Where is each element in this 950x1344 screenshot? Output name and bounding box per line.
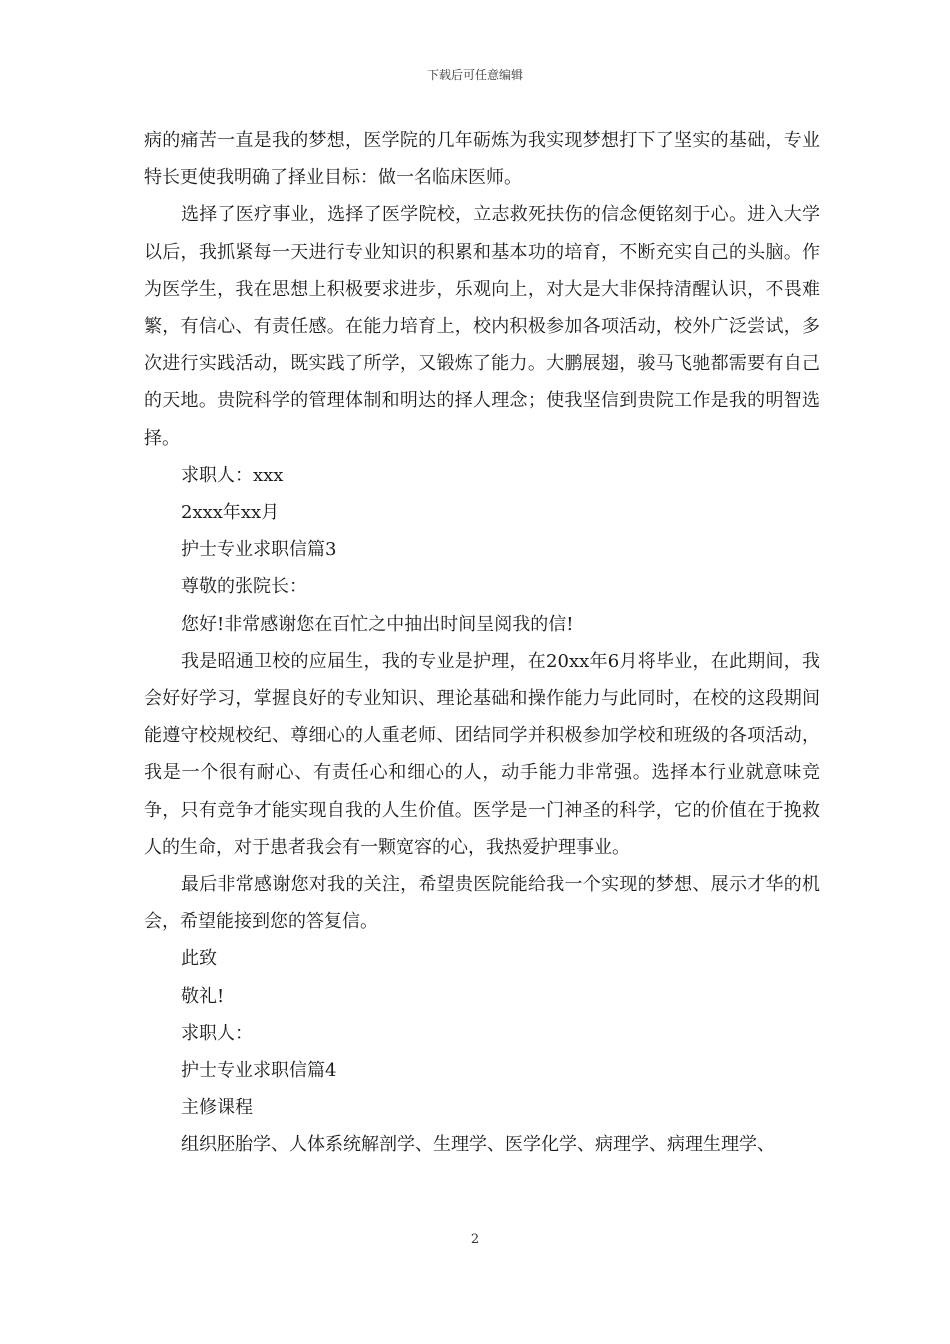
closing-line: 敬礼! (181, 985, 225, 1007)
paragraph: 选择了医疗事业，选择了医学院校，立志救死扶伤的信念便铭刻于心。进入大学以后，我抓紧每一天进行专业知识的积累和基本功的培育，不断充实自己的头脑。作为医学生，我在思想上积极要求进步，乐观向上，对大是大非保持清醒认识，不畏难繁，有信心、有责任感。在能力培育上，校内积极参加各项活动，校外广泛尝试，多次进行实践活动，既实践了所学，又锻炼了能力。大鹏展翅，骏马飞驰都需要有自己的天地。贵院科学的管理体制和明达的择人理念；使我坚信到贵院工作是我的明智选择。 (144, 204, 820, 449)
salutation: 尊敬的张院长： (181, 576, 307, 598)
closing-line: 此致 (181, 948, 217, 970)
signature-line: 求职人： (181, 1022, 253, 1044)
page-number: 2 (470, 1232, 480, 1247)
greeting: 您好!非常感谢您在百忙之中抽出时间呈阅我的信! (181, 613, 574, 635)
section-title: 护士专业求职信篇4 (181, 1060, 337, 1082)
subsection-title: 主修课程 (181, 1097, 253, 1119)
document-body (144, 122, 820, 1164)
section-title: 护士专业求职信篇3 (181, 539, 337, 561)
page-header: 下载后可任意编辑 (426, 68, 523, 82)
date-line: 2xxx年xx月 (181, 502, 280, 524)
signature-line: 求职人：xxx (181, 464, 284, 486)
paragraph: 病的痛苦一直是我的梦想，医学院的几年砺炼为我实现梦想打下了坚实的基础，专业特长更使我明确了择业目标：做一名临床医师。 (144, 130, 820, 189)
paragraph: 我是昭通卫校的应届生，我的专业是护理，在20xx年6月将毕业，在此期间，我会好好学习，掌握良好的专业知识、理论基础和操作能力与此同时，在校的这段期间能遵守校规校纪、尊细心的人重老师、团结同学并积极参加学校和班级的各项活动，我是一个很有耐心、有责任心和细心的人，动手能力非常强。选择本行业就意味竞争，只有竞争才能实现自我的人生价值。医学是一门神圣的科学，它的价值在于挽救人的生命，对于患者我会有一颗宽容的心，我热爱护理事业。 (144, 650, 820, 858)
paragraph: 最后非常感谢您对我的关注，希望贵医院能给我一个实现的梦想、展示才华的机会，希望能接到您的答复信。 (144, 874, 820, 933)
paragraph: 组织胚胎学、人体系统解剖学、生理学、医学化学、病理学、病理生理学、 (181, 1134, 775, 1156)
